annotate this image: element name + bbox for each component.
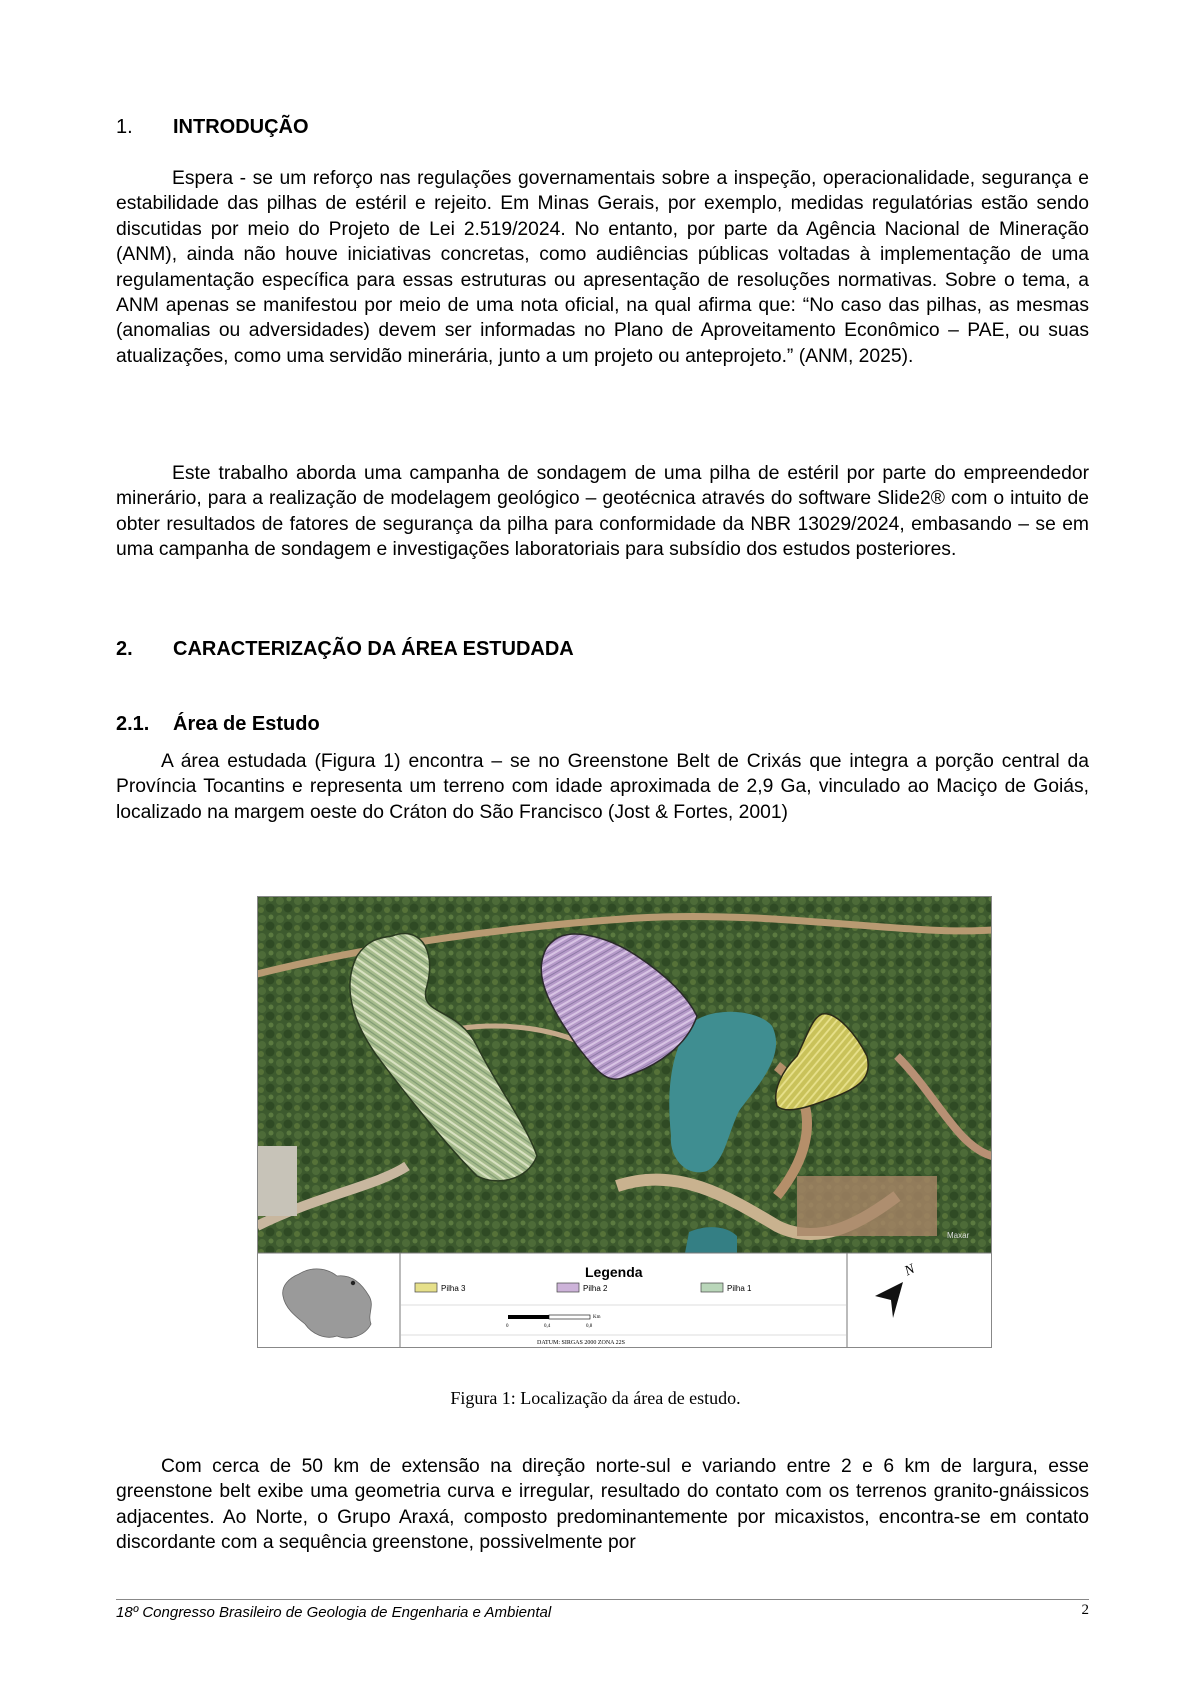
intro-paragraph-1: Espera - se um reforço nas regulações governamentais sobre a inspeção, operacionalidade, segurança e estabilidade das pilhas de estéril e rejeito. Em Minas Gerais, por exemplo, medidas regulatórias estão sendo discutidas por meio do Projeto de Lei 2.519/2024. No entanto, por parte da Agência Nacional de Mineração (ANM), ainda não houve iniciativas concretas, como audiências públicas voltadas à implementação de uma regulamentação específica para essas estruturas ou apresentação de resoluções normativas. Sobre o tema, a ANM apenas se manifestou por meio de uma nota oficial, na qual afirma que: “No caso das pilhas, as mesmas (anomalias ou adversidades) devem ser informadas no Plano de Aproveitamento Econômico – PAE, ou suas atualizações, como uma servidão minerária, junto a um projeto ou anteprojeto.” (ANM, 2025).	[116, 168, 1089, 367]
section-1-heading	[116, 116, 309, 139]
scale-label: 0,8	[586, 1324, 593, 1329]
aerial-image	[257, 896, 992, 1253]
legend-item-pilha-3	[415, 1283, 466, 1293]
legend-label: Pilha 1	[727, 1284, 752, 1293]
section-2-heading	[116, 638, 574, 661]
study-area-paragraph: A área estudada (Figura 1) encontra – se no Greenstone Belt de Crixás que integra a porção central da Província Tocantins e representa um terreno com idade aproximada de 2,9 Ga, vinculado ao Maciço de Goiás, localizado na margem oeste do Cráton do São Francisco (Jost & Fortes, 2001)	[116, 751, 1089, 823]
legend-item-pilha-1	[701, 1283, 752, 1293]
page-number: 2	[1081, 1602, 1089, 1618]
intro-paragraph-2: Este trabalho aborda uma campanha de sondagem de uma pilha de estéril por parte do empreendedor minerário, para a realização de modelagem geológico – geotécnica através do software Slide2® com o intuito de obter resultados de fatores de segurança da pilha para conformidade da NBR 13029/2024, embasando – se em uma campanha de sondagem e investigações laboratoriais para subsídio dos estudos posteriores.	[116, 463, 1089, 561]
location-marker	[351, 1281, 355, 1285]
section-number: 1.	[116, 116, 133, 138]
legend-label: Pilha 2	[583, 1284, 608, 1293]
greenstone-paragraph: Com cerca de 50 km de extensão na direção norte-sul e variando entre 2 e 6 km de largura, esse greenstone belt exibe uma geometria curva e irregular, resultado do contato com os terrenos granito-gnáissicos adjacentes. Ao Norte, o Grupo Araxá, composto predominantemente por micaxistos, encontra-se em contato discordante com a sequência greenstone, possivelmente por	[116, 1456, 1089, 1554]
scale-label: 0	[506, 1324, 509, 1329]
scale-label: 0,4	[544, 1324, 551, 1329]
datum-label: DATUM: SIRGAS 2000 ZONA 22S	[537, 1340, 626, 1346]
footer-divider	[116, 1599, 1089, 1600]
map-legend-panel	[257, 1253, 992, 1348]
section-number: 2.	[116, 638, 133, 660]
section-title: CARACTERIZAÇÃO DA ÁREA ESTUDADA	[173, 638, 574, 660]
footer-text: 18º Congresso Brasileiro de Geologia de Engenharia e Ambiental	[116, 1604, 552, 1621]
section-title: INTRODUÇÃO	[173, 116, 309, 138]
legend-label: Pilha 3	[441, 1284, 466, 1293]
section-title: Área de Estudo	[173, 713, 320, 735]
imagery-watermark: Maxar	[947, 1231, 970, 1240]
scale-unit: Km	[593, 1315, 601, 1320]
section-number: 2.1.	[116, 713, 150, 735]
north-label: N	[902, 1261, 918, 1280]
legend-item-pilha-2	[557, 1283, 608, 1293]
legend-title: Legenda	[585, 1264, 643, 1280]
study-area-map-figure	[257, 896, 992, 1348]
figure-caption: Figura 1: Localização da área de estudo.	[450, 1388, 741, 1408]
section-2-1-heading	[116, 713, 320, 736]
